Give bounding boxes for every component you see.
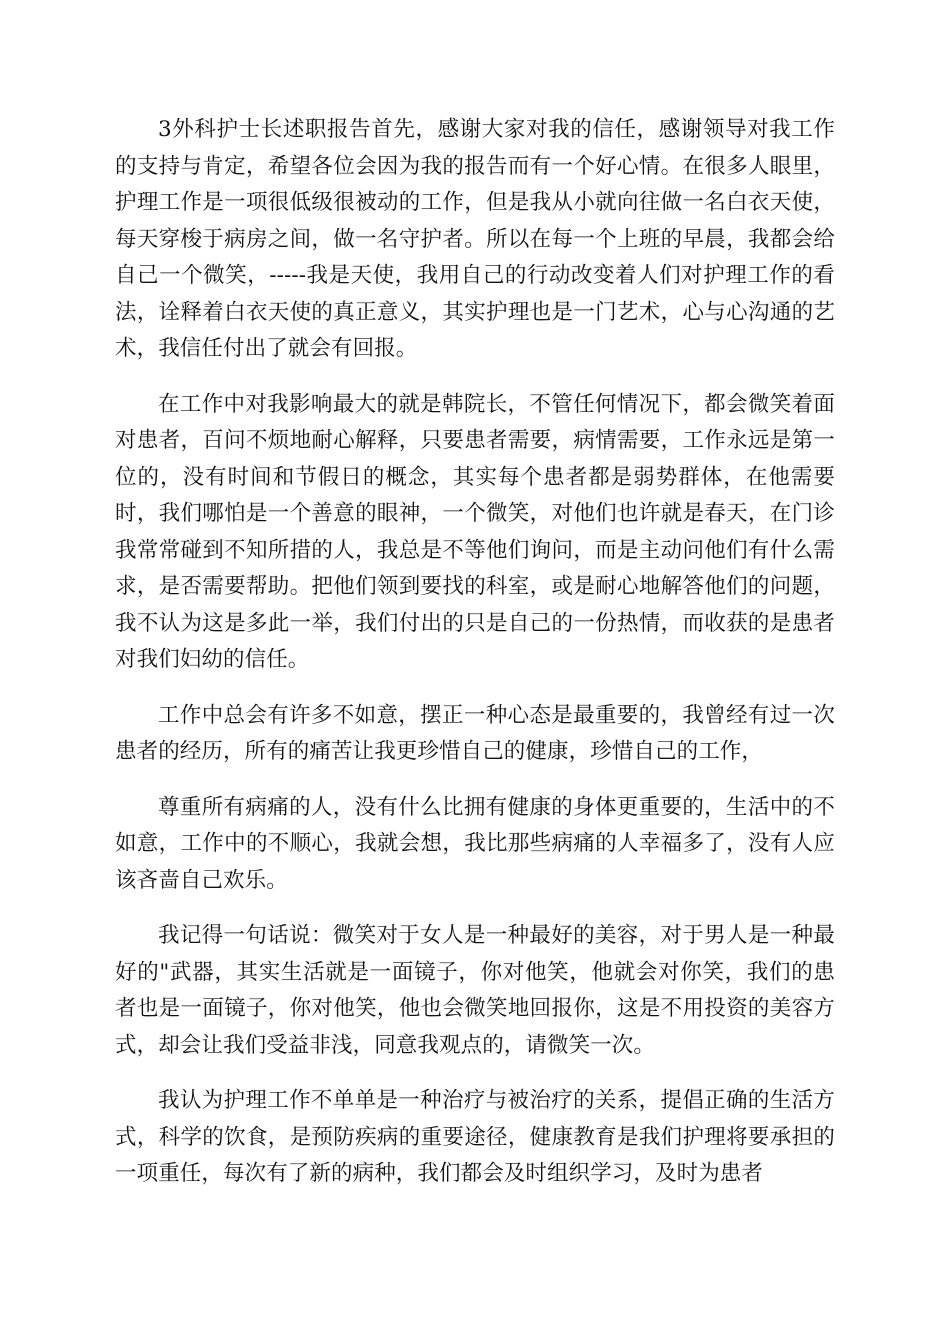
paragraph-2: 在工作中对我影响最大的就是韩院长，不管任何情况下，都会微笑着面对患者，百问不烦地耐心解释，只要患者需要，病情需要，工作永远是第一位的，没有时间和节假日的概念，其实每个患者都是弱势群体，在他需要时，我们哪怕是一个善意的眼神，一个微笑，对他们也许就是春天，在门诊我常常碰到不知所措的人，我总是不等他们询问，而是主动问他们有什么需求，是否需要帮助。把他们领到要找的科室，或是耐心地解答他们的问题，我不认为这是多此一举，我们付出的只是自己的一份热情，而收获的是患者对我们妇幼的信任。 xyxy=(115,391,835,672)
paragraph-4: 尊重所有病痛的人，没有什么比拥有健康的身体更重要的，生活中的不如意，工作中的不顺心，我就会想，我比那些病痛的人幸福多了，没有人应该吝啬自己欢乐。 xyxy=(115,794,835,893)
paragraph-3: 工作中总会有许多不如意，摆正一种心态是最重要的，我曾经有过一次患者的经历，所有的痛苦让我更珍惜自己的健康，珍惜自己的工作， xyxy=(115,702,835,764)
paragraph-5: 我记得一句话说：微笑对于女人是一种最好的美容，对于男人是一种最好的"武器，其实生活就是一面镜子，你对他笑，他就会对你笑，我们的患者也是一面镜子，你对他笑，他也会微笑地回报你，这是不用投资的美容方式，却会让我们受益非浅，同意我观点的，请微笑一次。 xyxy=(115,923,835,1058)
document-page xyxy=(115,112,835,1212)
paragraph-1: 3外科护士长述职报告首先，感谢大家对我的信任，感谢领导对我工作的支持与肯定，希望各位会因为我的报告而有一个好心情。在很多人眼里，护理工作是一项很低级很被动的工作，但是我从小就向往做一名白衣天使，每天穿梭于病房之间，做一名守护者。所以在每一个上班的早晨，我都会给自己一个微笑，-----我是天使，我用自己的行动改变着人们对护理工作的看法，诠释着白衣天使的真正意义，其实护理也是一门艺术，心与心沟通的艺术，我信任付出了就会有回报。 xyxy=(115,117,835,361)
paragraph-6: 我认为护理工作不单单是一种治疗与被治疗的关系，提倡正确的生活方式，科学的饮食，是预防疾病的重要途径，健康教育是我们护理将要承担的一项重任，每次有了新的病种，我们都会及时组织学习，及时为患者 xyxy=(115,1088,835,1186)
